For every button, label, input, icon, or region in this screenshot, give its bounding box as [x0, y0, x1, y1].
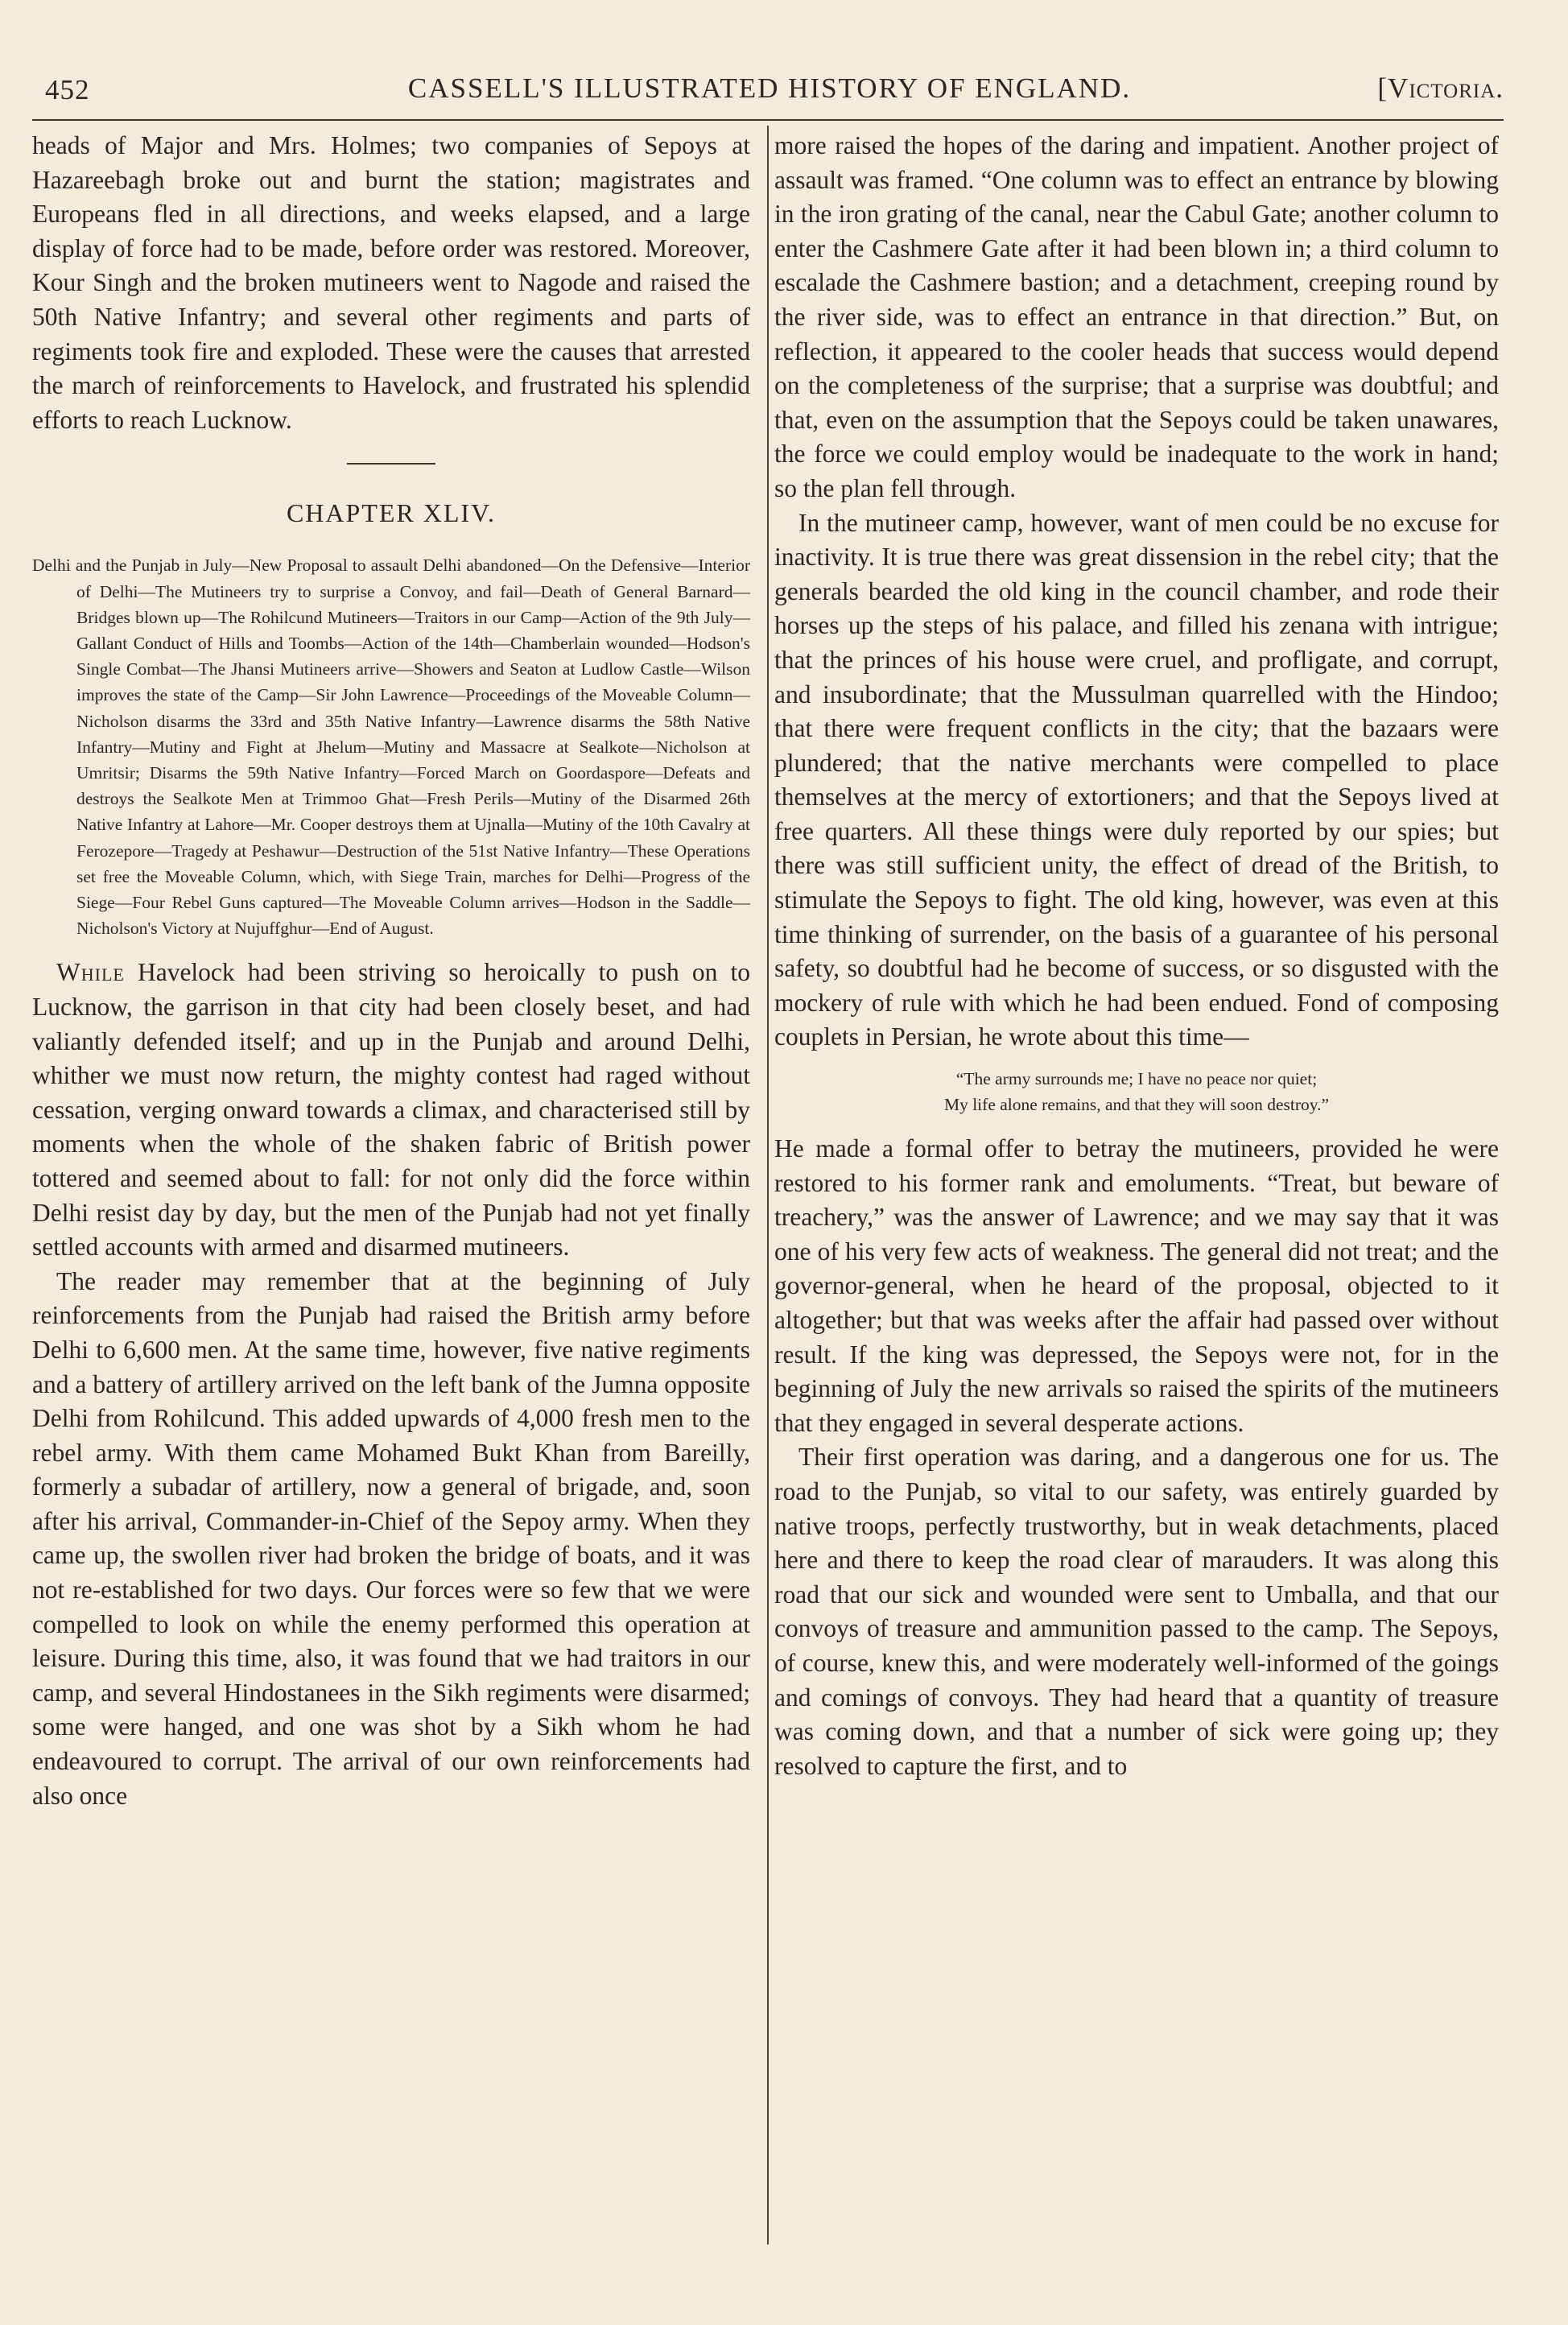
persian-couplet-quote [774, 1066, 1499, 1117]
paragraph-text: Havelock had been striving so heroically to push on to Lucknow, the garrison in that city had been closely beset, and had valiantly defended itself; and up in the Punjab and around Delhi, whither we must now return, the mighty contest had raged without cessation, verging onward towards a climax, and characterised still by moments when the whole of the shaken fabric of British power tottered and seemed about to fall: for not only did the force within Delhi resist day by day, but the men of the Punjab had not yet finally settled accounts with armed and disarmed mutineers. [32, 958, 750, 1262]
opening-word: While [56, 958, 125, 987]
section-label: [Victoria. [1377, 72, 1504, 104]
quote-line: My life alone remains, and that they will soon destroy.” [943, 1095, 1330, 1115]
right-column [774, 129, 1499, 1783]
paragraph: The reader may remember that at the beginning of July reinforcements from the Punjab had raised the British army before Delhi to 6,600 men. At the same time, however, five native regiments and a battery of artillery arrived on the left bank of the Jumna opposite Delhi from Rohilcund. This added upwards of 4,000 fresh men to the rebel army. With them came Mohamed Bukt Khan from Bareilly, formerly a subadar of artillery, now a general of brigade, and, soon after his arrival, Commander-in-Chief of the Sepoy army. When they came up, the swollen river had broken the bridge of boats, and it was not re-established for two days. Our forces were so few that we were compelled to look on while the enemy performed this operation at leisure. During this time, also, it was found that we had traitors in our camp, and several Hindostanees in the Sikh regiments were disarmed; some were hanged, and one was shot by a Sikh whom he had endeavoured to corrupt. The arrival of our own reinforcements had also once [32, 1266, 750, 1810]
header-rule [32, 119, 1504, 121]
column-divider [767, 126, 769, 2244]
paragraph: more raised the hopes of the daring and impatient. Another project of assault was framed. “One column was to effect an entrance by blowing in the iron grating of the canal, near the Cabul Gate; another column to enter the Cashmere Gate after it had been blown in; a third column to escalade the Cashmere bastion; and a detachment, creeping round by the river side, was to effect an entrance in that direction.” But, on reflection, it appeared to the cooler heads that success would depend on the completeness of the surprise; that a surprise was doubtful; and that, even on the assumption that the Sepoys could be taken unawares, the force we could employ would be inadequate to the work in hand; so the plan fell through. [774, 131, 1499, 502]
paragraph [32, 956, 750, 1264]
chapter-synopsis: Delhi and the Punjab in July—New Proposal to assault Delhi abandoned—On the Defensive—Interior of Delhi—The Mutineers try to surprise a Convoy, and fail—Death of General Barnard—Bridges blown up—The Rohilcund Mutineers—Traitors in our Camp—Action of the 9th July—Gallant Conduct of Hills and Toombs—Action of the 14th—Chamberlain wounded—Hodson's Single Combat—The Jhansi Mutineers arrive—Showers and Seaton at Ludlow Castle—Wilson improves the state of the Camp—Sir John Lawrence—Proceedings of the Moveable Column—Nicholson disarms the 33rd and 35th Native Infantry—Lawrence disarms the 58th Native Infantry—Mutiny and Fight at Jhelum—Mutiny and Massacre at Sealkote—Nicholson at Umritsir; Disarms the 59th Native Infantry—Forced March on Goordaspore—Defeats and destroys the Sealkote Men at Trimmoo Ghat—Fresh Perils—Mutiny of the Disarmed 26th Native Infantry at Lahore—Mr. Cooper destroys them at Ujnalla—Mutiny of the 10th Cavalry at Ferozepore—Tragedy at Peshawur—Destruction of the 51st Native Infantry—These Operations set free the Moveable Column, which, with Siege Train, marches for Delhi—Progress of the Siege—Four Rebel Guns captured—The Moveable Column arrives—Hodson in the Saddle—Nicholson's Victory at Nujuffghur—End of August. [32, 555, 750, 939]
left-column [32, 129, 750, 1813]
continued-paragraph: heads of Major and Mrs. Holmes; two companies of Sepoys at Hazareebagh broke out and burnt the station; magistrates and Europeans fled in all directions, and weeks elapsed, and a large display of force had to be made, before order was restored. Moreover, Kour Singh and the broken mutineers went to Nagode and raised the 50th Native Infantry; and several other regiments and parts of regiments took fire and exploded. These were the causes that arrested the march of reinforcements to Havelock, and frustrated his splendid efforts to reach Lucknow. [32, 131, 750, 434]
paragraph: Their first operation was daring, and a dangerous one for us. The road to the Punjab, so vital to our safety, was entirely guarded by native troops, perfectly trustworthy, but in weak detachments, placed here and there to keep the road clear of marauders. It was along this road that our sick and wounded were sent to Umballa, and that our convoys of treasure and ammunition passed to the camp. The Sepoys, of course, knew this, and were moderately well-informed of the goings and comings of convoys. They had heard that a quantity of treasure was coming down, and that a number of sick were going up; they resolved to capture the first, and to [774, 1443, 1499, 1780]
page-number: 452 [45, 74, 90, 105]
running-header [35, 69, 1504, 109]
chapter-heading: CHAPTER XLIV. [286, 498, 497, 528]
paragraph: He made a formal offer to betray the mutineers, provided he were restored to his former rank and emoluments. “Treat, but beware of treachery,” was the answer of Lawrence; and we may say that it was one of his very few acts of weakness. The general did not treat; and the governor-general, when he heard of the proposal, objected to it altogether; but that was weeks after the affair had passed over without result. If the king was depressed, the Sepoys were not, for in the beginning of July the new arrivals so raised the spirits of the mutineers that they engaged in several desperate actions. [774, 1134, 1499, 1437]
quote-line: “The army surrounds me; I have no peace nor quiet; [955, 1069, 1318, 1089]
section-separator-rule [347, 463, 435, 465]
running-title: CASSELL'S ILLUSTRATED HISTORY OF ENGLAND. [407, 72, 1132, 104]
paragraph: In the mutineer camp, however, want of men could be no excuse for inactivity. It is true there was great dissension in the rebel city; that the generals bearded the old king in the council chamber, and rode their horses up the steps of his palace, and filled his zenana with intrigue; that the princes of his house were cruel, and profligate, and corrupt, and insubordinate; that the Mussulman quarrelled with the Hindoo; that there were frequent conflicts in the city; that the bazaars were plundered; that the native merchants were compelled to place themselves at the mercy of extortioners; and that the Sepoys lived at free quarters. All these things were duly reported by our spies; but there was still sufficient unity, the effect of dread of the British, to stimulate the Sepoys to fight. The old king, however, was even at this time thinking of surrender, on the basis of a guarantee of his personal safety, so doubtful had he become of success, or so disgusted with the mockery of rule with which he had been endued. Fond of composing couplets in Persian, he wrote about this time— [774, 508, 1499, 1051]
